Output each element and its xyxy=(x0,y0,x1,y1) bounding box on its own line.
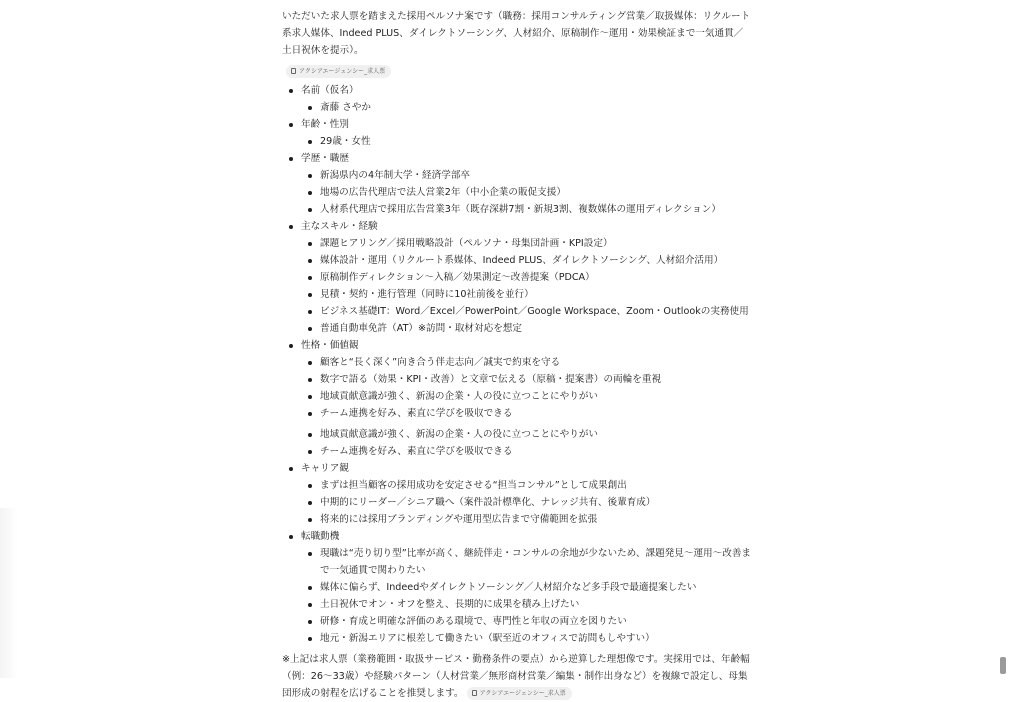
section-items xyxy=(301,545,752,647)
source-chip-inline[interactable] xyxy=(467,687,572,700)
list-item: 地場の広告代理店で法人営業2年（中小企業の販促支援） xyxy=(301,184,752,201)
source-chip-label: アクシアエージェンシー_求人票 xyxy=(479,689,566,697)
section-motivation xyxy=(282,528,752,647)
persona-list xyxy=(282,82,752,647)
intro-text: いただいた求人票を踏まえた採用ペルソナ案です（職務：採用コンサルティング営業／取扱媒体：リクルート系求人媒体、Indeed PLUS、ダイレクトソーシング、人材紹介、原稿制作〜運用・効果検証まで一気通貫／土日祝休を提示）。 xyxy=(282,11,751,56)
sidebar-edge xyxy=(0,508,18,678)
list-item: 将来的には採用ブランディングや運用型広告まで守備範囲を拡張 xyxy=(301,511,752,528)
list-item: まずは担当顧客の採用成功を安定させる“担当コンサル”として成果創出 xyxy=(301,477,752,494)
section-label: 学歴・職歴 xyxy=(301,153,349,164)
section-items xyxy=(301,354,752,460)
list-item: 原稿制作ディレクション〜入稿／効果測定〜改善提案（PDCA） xyxy=(301,269,752,286)
section-career-view xyxy=(282,460,752,528)
list-item: 顧客と“長く深く”向き合う伴走志向／誠実で約束を守る xyxy=(301,354,752,371)
document-icon xyxy=(472,690,477,696)
section-label: キャリア観 xyxy=(301,463,349,474)
section-name xyxy=(282,82,752,116)
list-item: 地元・新潟エリアに根差して働きたい（駅至近のオフィスで訪問もしやすい） xyxy=(301,630,752,647)
list-item: 数字で語る（効果・KPI・改善）と文章で伝える（原稿・提案書）の両輪を重視 xyxy=(301,371,752,388)
list-item: 地域貢献意識が強く、新潟の企業・人の役に立つことにやりがい xyxy=(301,426,752,443)
section-items xyxy=(301,133,752,150)
list-item: 課題ヒアリング／採用戦略設計（ペルソナ・母集団計画・KPI設定） xyxy=(301,235,752,252)
section-label: 転職動機 xyxy=(301,531,340,542)
section-items xyxy=(301,477,752,528)
list-item: チーム連携を好み、素直に学びを吸収できる xyxy=(301,443,752,460)
list-item: 媒体に偏らず、Indeedやダイレクトソーシング／人材紹介など多手段で最適提案したい xyxy=(301,579,752,596)
list-item: 見積・契約・進行管理（同時に10社前後を並行） xyxy=(301,286,752,303)
list-item: 人材系代理店で採用広告営業3年（既存深耕7割・新規3割、複数媒体の運用ディレクション） xyxy=(301,201,752,218)
section-label: 主なスキル・経験 xyxy=(301,221,378,232)
closing-note xyxy=(282,651,752,702)
list-item: 地域貢献意識が強く、新潟の企業・人の役に立つことにやりがい xyxy=(301,388,752,405)
section-label: 性格・価値観 xyxy=(301,340,359,351)
section-education-career xyxy=(282,150,752,218)
list-item: 普通自動車免許（AT）※訪問・取材対応を想定 xyxy=(301,320,752,337)
list-item: チーム連携を好み、素直に学びを吸収できる xyxy=(301,405,752,422)
source-chip[interactable] xyxy=(286,65,391,78)
list-item: 29歳・女性 xyxy=(301,133,752,150)
list-item: ビジネス基礎IT：Word／Excel／PowerPoint／Google Workspace、Zoom・Outlookの実務使用 xyxy=(301,303,752,320)
source-chip-row xyxy=(286,63,752,80)
section-label: 年齢・性別 xyxy=(301,119,349,130)
list-item: 研修・育成と明確な評価のある環境で、専門性と年収の両立を図りたい xyxy=(301,613,752,630)
closing-note-text: ※上記は求人票（業務範囲・取扱サービス・勤務条件の要点）から逆算した理想像です。実採用では、年齢幅（例：26〜33歳）や経験パターン（人材営業／無形商材営業／編集・制作出身など）を複線で設定し、母集団形成の射程を広げることを推奨します。 xyxy=(282,654,750,699)
section-label: 名前（仮名） xyxy=(301,85,359,96)
section-items xyxy=(301,99,752,116)
scrollbar-thumb[interactable] xyxy=(1000,657,1006,674)
section-items xyxy=(301,167,752,218)
list-item: 土日祝休でオン・オフを整え、長期的に成果を積み上げたい xyxy=(301,596,752,613)
section-personality xyxy=(282,337,752,460)
section-items xyxy=(301,235,752,337)
section-skills xyxy=(282,218,752,337)
list-item: 媒体設計・運用（リクルート系媒体、Indeed PLUS、ダイレクトソーシング、人材紹介活用） xyxy=(301,252,752,269)
document-icon xyxy=(291,68,296,74)
source-chip-label: アクシアエージェンシー_求人票 xyxy=(299,67,386,75)
assistant-message xyxy=(282,0,752,702)
list-item: 新潟県内の4年制大学・経済学部卒 xyxy=(301,167,752,184)
section-age-gender xyxy=(282,116,752,150)
list-item: 中期的にリーダー／シニア職へ（案件設計標準化、ナレッジ共有、後輩育成） xyxy=(301,494,752,511)
list-item: 現職は“売り切り型”比率が高く、継続伴走・コンサルの余地が少ないため、課題発見〜運用〜改善まで一気通貫で関わりたい xyxy=(301,545,752,579)
list-item: 斎藤 さやか xyxy=(301,99,752,116)
